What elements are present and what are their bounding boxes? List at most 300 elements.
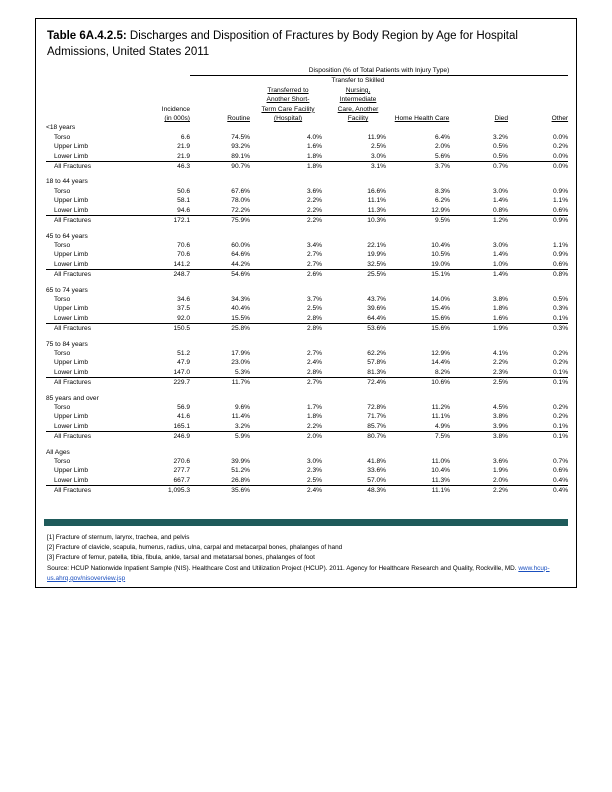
- header-transfer-short: (Hospital): [273, 115, 303, 123]
- table-cell: 39.9%: [231, 458, 250, 466]
- table-cell: 270.6: [173, 458, 190, 466]
- table-cell: 3.0%: [306, 458, 322, 466]
- row-label: Torso: [54, 133, 71, 141]
- source-note: [47, 564, 577, 584]
- table-row: [46, 250, 568, 259]
- header-home-health: [390, 86, 454, 95]
- table-cell: 165.1: [108, 422, 190, 432]
- table-row: [46, 324, 568, 334]
- table-cell: 54.6%: [231, 271, 250, 279]
- table-cell: 34.3%: [231, 295, 250, 303]
- table-cell: 58.1: [177, 197, 190, 205]
- header-incidence: [108, 86, 190, 95]
- row-label: Torso: [54, 458, 71, 466]
- table-cell: 15.4%: [431, 305, 450, 313]
- table-cell: 60.0%: [231, 241, 250, 249]
- table-cell: 93.2%: [231, 143, 250, 151]
- table-cell: 0.1%: [508, 314, 568, 324]
- table-cell: 0.0%: [508, 152, 568, 162]
- table-row: [46, 403, 568, 412]
- table-cell: 0.2%: [553, 143, 569, 151]
- table-cell: 17.9%: [231, 349, 250, 357]
- table-cell: 0.4%: [508, 476, 568, 486]
- footnote: [3] Fracture of femur, patella, tibia, fibula, ankle, tarsal and metatarsal bones, phalanges of foot: [47, 554, 315, 562]
- table-cell: 277.7: [173, 467, 190, 475]
- table-cell: 2.5%: [250, 476, 326, 486]
- table-row: [46, 349, 568, 358]
- table-cell: 8.3%: [434, 187, 450, 195]
- row-label: Lower Limb: [46, 152, 108, 162]
- table-cell: 4.1%: [492, 349, 508, 357]
- table-cell: 1.2%: [492, 217, 508, 225]
- table-cell: 14.4%: [431, 359, 450, 367]
- table-cell: 9.6%: [234, 404, 250, 411]
- table-cell: 2.2%: [306, 197, 322, 205]
- table-cell: 46.3: [177, 163, 190, 171]
- table-cell: 6.2%: [434, 197, 450, 205]
- table-cell: 0.8%: [454, 206, 508, 216]
- table-cell: 2.0%: [454, 476, 508, 486]
- table-cell: 71.7%: [367, 413, 386, 421]
- row-label: Upper Limb: [54, 251, 89, 259]
- table-cell: 11.4%: [231, 413, 250, 421]
- row-label: All Fractures: [54, 433, 92, 441]
- age-group-label: 65 to 74 years: [46, 286, 88, 294]
- data-table: [46, 66, 568, 496]
- table-cell: 11.0%: [431, 458, 450, 466]
- age-group-row: [46, 123, 568, 132]
- table-row: [46, 314, 568, 324]
- header-died: Died: [494, 115, 508, 123]
- table-cell: 2.5%: [370, 143, 386, 151]
- table-cell: 3.7%: [434, 163, 450, 171]
- table-cell: 0.2%: [553, 359, 569, 367]
- table-cell: 75.9%: [231, 217, 250, 225]
- table-cell: 3.0%: [326, 152, 390, 162]
- table-cell: 0.9%: [553, 217, 569, 225]
- table-row: [46, 412, 568, 421]
- row-label: Upper Limb: [54, 467, 89, 475]
- table-cell: 15.6%: [390, 314, 454, 324]
- header-incidence: (in 000s): [164, 115, 190, 123]
- header-row: [46, 76, 568, 86]
- table-row: [46, 270, 568, 280]
- table-cell: 21.9: [177, 143, 190, 151]
- header-transfer-skilled: Nursing,: [345, 86, 371, 94]
- table-cell: 1.0%: [454, 260, 508, 270]
- table-row: [46, 422, 568, 432]
- table-cell: 23.0%: [231, 359, 250, 367]
- table-cell: 1.7%: [306, 404, 322, 411]
- table-cell: 50.6: [177, 187, 190, 195]
- header-incidence: [108, 76, 190, 86]
- table-cell: 8.2%: [390, 368, 454, 378]
- table-cell: 35.6%: [231, 487, 250, 495]
- table-cell: 37.5: [177, 305, 190, 313]
- table-cell: 11.1%: [431, 487, 450, 495]
- header-row: [46, 114, 568, 123]
- header-incidence: Incidence: [161, 105, 190, 113]
- table-cell: 3.4%: [306, 241, 322, 249]
- row-label: All Fractures: [54, 379, 92, 387]
- table-cell: 48.3%: [367, 487, 386, 495]
- table-cell: 5.9%: [234, 433, 250, 441]
- table-cell: 0.9%: [553, 187, 569, 195]
- table-cell: 4.0%: [306, 133, 322, 141]
- table-cell: 19.0%: [390, 260, 454, 270]
- page-title: [47, 28, 567, 60]
- table-cell: 0.6%: [553, 467, 569, 475]
- age-group-label: <18 years: [46, 124, 76, 132]
- table-cell: 2.7%: [250, 260, 326, 270]
- table-cell: 44.2%: [190, 260, 250, 270]
- table-row: [46, 466, 568, 475]
- table-cell: 2.6%: [306, 271, 322, 279]
- table-cell: 41.8%: [367, 458, 386, 466]
- table-cell: 1,095.3: [168, 487, 190, 495]
- table-cell: 246.9: [173, 433, 190, 441]
- table-cell: 2.7%: [306, 379, 322, 387]
- table-cell: 2.2%: [250, 422, 326, 432]
- header-routine: [190, 105, 250, 114]
- table-row: [46, 162, 568, 172]
- table-cell: 3.7%: [306, 295, 322, 303]
- row-label: Lower Limb: [46, 260, 108, 270]
- table-cell: 0.5%: [492, 143, 508, 151]
- row-label: Upper Limb: [54, 359, 89, 367]
- table-cell: 64.6%: [231, 251, 250, 259]
- table-cell: 34.6: [177, 295, 190, 303]
- table-cell: 6.6: [180, 133, 190, 141]
- table-cell: 15.5%: [190, 314, 250, 324]
- table-cell: 0.4%: [553, 487, 569, 495]
- row-label: Torso: [54, 349, 71, 357]
- table-row: [46, 260, 568, 270]
- table-row: [46, 133, 568, 142]
- table-cell: 10.6%: [431, 379, 450, 387]
- table-cell: 32.5%: [326, 260, 390, 270]
- table-row: [46, 187, 568, 196]
- footnotes: [47, 533, 577, 584]
- table-row: [46, 457, 568, 466]
- table-cell: 70.6: [177, 251, 190, 259]
- table-cell: 0.5%: [553, 295, 569, 303]
- table-cell: 3.6%: [492, 458, 508, 466]
- table-cell: 0.1%: [508, 422, 568, 432]
- header-transfer-skilled: Intermediate: [339, 96, 377, 104]
- table-cell: 6.4%: [434, 133, 450, 141]
- table-cell: 21.9: [108, 152, 190, 162]
- table-row: [46, 206, 568, 216]
- header-transfer-skilled: Care, Another: [337, 105, 379, 113]
- table-cell: 2.8%: [250, 368, 326, 378]
- row-label: All Fractures: [54, 271, 92, 279]
- table-cell: 2.5%: [306, 305, 322, 313]
- table-cell: 10.3%: [367, 217, 386, 225]
- age-group-row: [46, 448, 568, 457]
- table-row: [46, 358, 568, 367]
- table-cell: 3.9%: [454, 422, 508, 432]
- table-cell: 248.7: [173, 271, 190, 279]
- table-row: [46, 295, 568, 304]
- footnote: [2] Fracture of clavicle, scapula, humerus, radius, ulna, carpal and metacarpal bones, phalanges of hand: [47, 544, 343, 552]
- table-cell: 150.5: [173, 325, 190, 333]
- age-group-label: All Ages: [46, 448, 70, 456]
- header-died: [454, 76, 508, 86]
- table-cell: 94.6: [108, 206, 190, 216]
- header-home-health: [390, 105, 454, 114]
- table-cell: 172.1: [173, 217, 190, 225]
- table-cell: 667.7: [108, 476, 190, 486]
- table-cell: 2.2%: [492, 487, 508, 495]
- table-row: [46, 378, 568, 388]
- table-cell: 70.6: [177, 241, 190, 249]
- table-cell: 10.4%: [431, 241, 450, 249]
- row-label: Upper Limb: [54, 305, 89, 313]
- header-died: [454, 105, 508, 114]
- table-cell: 74.5%: [231, 133, 250, 141]
- table-cell: 11.7%: [231, 379, 250, 387]
- table-cell: 147.0: [108, 368, 190, 378]
- table-row: [46, 216, 568, 226]
- table-cell: 0.1%: [553, 433, 569, 441]
- row-label: All Fractures: [54, 325, 92, 333]
- header-other: [508, 105, 568, 114]
- table-row: [46, 304, 568, 313]
- table-cell: 141.2: [108, 260, 190, 270]
- header-routine: [190, 76, 250, 86]
- table-cell: 0.8%: [553, 271, 569, 279]
- table-cell: 2.7%: [306, 349, 322, 357]
- header-home-health: [390, 76, 454, 86]
- table-cell: 14.0%: [431, 295, 450, 303]
- table-cell: 11.3%: [326, 206, 390, 216]
- table-frame: [35, 18, 577, 588]
- header-routine: [190, 95, 250, 104]
- table-cell: 39.6%: [367, 305, 386, 313]
- table-cell: 0.0%: [553, 133, 569, 141]
- table-cell: 1.8%: [492, 305, 508, 313]
- table-cell: 62.2%: [367, 349, 386, 357]
- table-cell: 0.6%: [508, 260, 568, 270]
- table-cell: 53.6%: [367, 325, 386, 333]
- table-cell: 0.2%: [553, 413, 569, 421]
- table-cell: 1.4%: [492, 197, 508, 205]
- table-cell: 1.9%: [492, 467, 508, 475]
- row-label: Lower Limb: [46, 476, 108, 486]
- table-cell: 2.0%: [434, 143, 450, 151]
- table-cell: 3.0%: [492, 187, 508, 195]
- table-row: [46, 432, 568, 442]
- header-died: [454, 86, 508, 95]
- table-cell: 2.0%: [306, 433, 322, 441]
- age-group-label: 45 to 64 years: [46, 232, 88, 240]
- table-cell: 80.7%: [367, 433, 386, 441]
- age-group-row: [46, 340, 568, 349]
- table-cell: 3.2%: [492, 133, 508, 141]
- header-other: [508, 86, 568, 95]
- header-transfer-skilled: Transfer to Skilled: [331, 77, 385, 85]
- header-home-health: Home Health Care: [394, 115, 450, 123]
- table-cell: 11.1%: [431, 413, 450, 421]
- table-cell: 2.2%: [250, 206, 326, 216]
- row-label: Lower Limb: [46, 422, 108, 432]
- table-cell: 5.6%: [390, 152, 454, 162]
- table-cell: 72.8%: [367, 404, 386, 411]
- table-cell: 2.2%: [492, 359, 508, 367]
- table-cell: 2.5%: [492, 379, 508, 387]
- table-cell: 0.6%: [508, 206, 568, 216]
- table-row: [46, 142, 568, 151]
- row-label: Lower Limb: [46, 368, 108, 378]
- table-cell: 0.3%: [553, 325, 569, 333]
- table-cell: 0.5%: [454, 152, 508, 162]
- table-cell: 2.3%: [306, 467, 322, 475]
- header-died: [454, 95, 508, 104]
- header-other: Other: [551, 115, 569, 123]
- table-cell: 16.6%: [367, 187, 386, 195]
- table-cell: 3.8%: [492, 433, 508, 441]
- table-cell: 40.4%: [231, 305, 250, 313]
- age-group-label: 18 to 44 years: [46, 178, 88, 186]
- table-cell: 2.3%: [454, 368, 508, 378]
- table-cell: 1.1%: [553, 241, 569, 249]
- table-cell: 2.7%: [306, 251, 322, 259]
- table-cell: 3.2%: [190, 422, 250, 432]
- table-cell: 12.9%: [390, 206, 454, 216]
- table-cell: 67.6%: [231, 187, 250, 195]
- table-cell: 1.9%: [492, 325, 508, 333]
- table-cell: 2.8%: [306, 325, 322, 333]
- table-cell: 90.7%: [231, 163, 250, 171]
- row-label: Lower Limb: [46, 314, 108, 324]
- table-cell: 1.8%: [306, 163, 322, 171]
- disposition-span-header: Disposition (% of Total Patients with Injury Type): [190, 66, 568, 76]
- table-cell: 1.6%: [306, 143, 322, 151]
- table-cell: 89.1%: [190, 152, 250, 162]
- table-cell: 19.9%: [367, 251, 386, 259]
- source-link[interactable]: www.hcup-us.ahrq.gov/nisoverview.jsp: [47, 564, 550, 582]
- age-group-row: [46, 177, 568, 186]
- header-row: [46, 86, 568, 95]
- header-row: [46, 105, 568, 114]
- table-row: [46, 368, 568, 378]
- source-text: Source: HCUP Nationwide Inpatient Sample (NIS). Healthcare Cost and Utilization Project (HCUP). 2011. Agency for Healthcare Research and Quality, Rockville, MD.: [47, 564, 517, 572]
- table-title-text: Discharges and Disposition of Fractures by Body Region by Age for Hospital Admissions, United States 2011: [47, 30, 518, 58]
- table-cell: 33.6%: [367, 467, 386, 475]
- table-cell: 2.4%: [306, 359, 322, 367]
- table-cell: 5.3%: [190, 368, 250, 378]
- row-label: Upper Limb: [54, 413, 89, 421]
- header-transfer-skilled: Facility: [347, 115, 369, 123]
- header-routine: [190, 86, 250, 95]
- table-cell: 1.4%: [492, 251, 508, 259]
- table-cell: 3.8%: [492, 295, 508, 303]
- table-cell: 0.2%: [553, 349, 569, 357]
- table-cell: 2.4%: [306, 487, 322, 495]
- table-cell: 10.4%: [431, 467, 450, 475]
- row-label: All Fractures: [54, 163, 92, 171]
- header-transfer-short: Another Short-: [266, 96, 310, 104]
- table-row: [46, 196, 568, 205]
- table-cell: 22.1%: [367, 241, 386, 249]
- table-id: Table 6A.4.2.5:: [47, 30, 127, 42]
- table-cell: 26.8%: [190, 476, 250, 486]
- table-cell: 64.4%: [326, 314, 390, 324]
- table-cell: 51.2%: [231, 467, 250, 475]
- table-header: [46, 66, 568, 123]
- table-cell: 1.8%: [306, 413, 322, 421]
- table-cell: 78.0%: [231, 197, 250, 205]
- table-cell: 3.6%: [306, 187, 322, 195]
- table-body: [46, 123, 568, 495]
- table-cell: 72.4%: [367, 379, 386, 387]
- table-cell: 1.4%: [492, 271, 508, 279]
- table-cell: 57.0%: [326, 476, 390, 486]
- table-cell: 11.3%: [390, 476, 454, 486]
- table-row: [46, 486, 568, 496]
- header-row: [46, 66, 568, 76]
- table-cell: 56.9: [177, 404, 190, 411]
- row-label: Torso: [54, 295, 71, 303]
- table-cell: 0.1%: [508, 368, 568, 378]
- table-cell: 0.1%: [553, 379, 569, 387]
- header-incidence: [108, 95, 190, 104]
- table-cell: 3.0%: [492, 241, 508, 249]
- row-label: All Fractures: [54, 487, 92, 495]
- table-cell: 41.6: [177, 413, 190, 421]
- table-cell: 9.5%: [434, 217, 450, 225]
- table-cell: 0.7%: [492, 163, 508, 171]
- table-cell: 43.7%: [367, 295, 386, 303]
- table-cell: 1.8%: [250, 152, 326, 162]
- table-cell: 7.5%: [434, 433, 450, 441]
- table-cell: 11.2%: [431, 404, 450, 411]
- table-row: [46, 241, 568, 250]
- table-cell: 25.5%: [367, 271, 386, 279]
- table-row: [46, 476, 568, 486]
- row-label: Torso: [54, 404, 71, 411]
- table-cell: 11.1%: [367, 197, 386, 205]
- table-cell: 12.9%: [431, 349, 450, 357]
- table-cell: 25.8%: [231, 325, 250, 333]
- row-label: All Fractures: [54, 217, 92, 225]
- header-transfer-short: [250, 76, 326, 86]
- table-cell: 3.8%: [492, 413, 508, 421]
- age-group-row: [46, 232, 568, 241]
- table-cell: 92.0: [108, 314, 190, 324]
- footnote: [1] Fracture of sternum, larynx, trachea, and pelvis: [47, 534, 190, 541]
- table-cell: 4.9%: [390, 422, 454, 432]
- table-cell: 85.7%: [326, 422, 390, 432]
- age-group-label: 75 to 84 years: [46, 340, 88, 348]
- header-other: [508, 95, 568, 104]
- header-transfer-short: Term Care Facility: [261, 105, 315, 113]
- row-label: Torso: [54, 187, 71, 195]
- table-cell: 0.7%: [553, 458, 569, 466]
- table-cell: 81.3%: [326, 368, 390, 378]
- header-row: [46, 95, 568, 104]
- row-label: Lower Limb: [46, 206, 108, 216]
- table-cell: 0.0%: [553, 163, 569, 171]
- row-label: Upper Limb: [54, 143, 89, 151]
- table-cell: 3.1%: [370, 163, 386, 171]
- header-other: [508, 76, 568, 86]
- age-group-row: [46, 286, 568, 295]
- footer-bar: [44, 519, 568, 526]
- table-cell: 1.6%: [454, 314, 508, 324]
- table-cell: 1.1%: [553, 197, 569, 205]
